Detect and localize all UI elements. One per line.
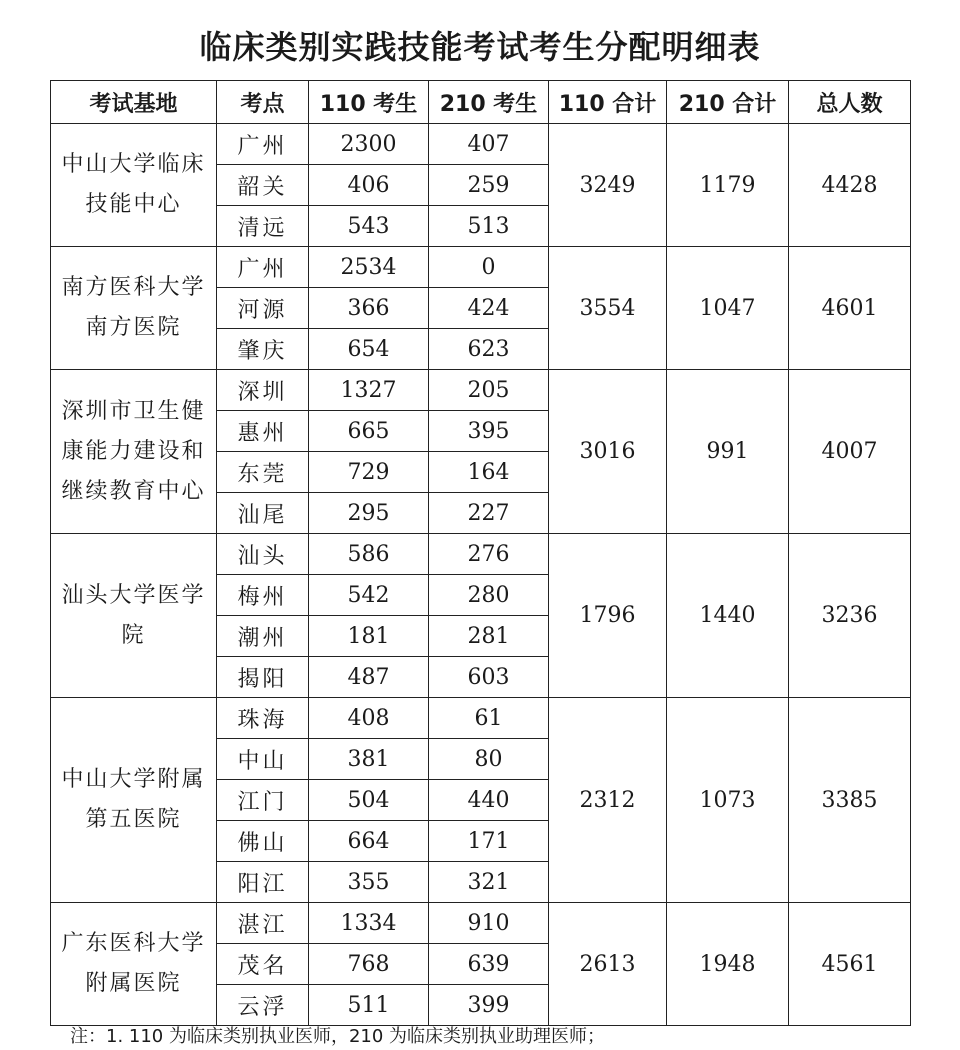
header-210: 210 考生 <box>429 81 549 124</box>
exam-site-cell: 韶关 <box>217 165 309 206</box>
exam-site-cell: 广州 <box>217 247 309 288</box>
header-grand-total: 总人数 <box>789 81 911 124</box>
exam-site-cell: 湛江 <box>217 903 309 944</box>
table-row <box>51 124 911 165</box>
count-110-cell: 654 <box>309 329 429 370</box>
count-110-cell: 295 <box>309 493 429 534</box>
exam-base-cell: 中山大学临床技能中心 <box>51 124 217 247</box>
count-210-cell: 399 <box>429 985 549 1026</box>
header-210-total: 210 合计 <box>667 81 789 124</box>
table-header <box>51 81 911 124</box>
total-110-cell: 3554 <box>549 247 667 370</box>
exam-base-cell: 中山大学附属第五医院 <box>51 698 217 903</box>
count-210-cell: 171 <box>429 821 549 862</box>
header-site: 考点 <box>217 81 309 124</box>
exam-site-cell: 揭阳 <box>217 657 309 698</box>
count-110-cell: 408 <box>309 698 429 739</box>
total-110-cell: 2312 <box>549 698 667 903</box>
count-110-cell: 406 <box>309 165 429 206</box>
count-110-cell: 768 <box>309 944 429 985</box>
grand-total-cell: 4007 <box>789 370 911 534</box>
count-210-cell: 321 <box>429 862 549 903</box>
exam-base-cell: 深圳市卫生健康能力建设和继续教育中心 <box>51 370 217 534</box>
grand-total-cell: 3236 <box>789 534 911 698</box>
exam-site-cell: 梅州 <box>217 575 309 616</box>
exam-site-cell: 清远 <box>217 206 309 247</box>
count-110-cell: 355 <box>309 862 429 903</box>
table-body <box>51 124 911 1026</box>
count-110-cell: 542 <box>309 575 429 616</box>
count-210-cell: 440 <box>429 780 549 821</box>
exam-site-cell: 肇庆 <box>217 329 309 370</box>
count-110-cell: 1327 <box>309 370 429 411</box>
exam-site-cell: 阳江 <box>217 862 309 903</box>
count-210-cell: 80 <box>429 739 549 780</box>
header-110: 110 考生 <box>309 81 429 124</box>
exam-base-cell: 广东医科大学附属医院 <box>51 903 217 1026</box>
count-110-cell: 504 <box>309 780 429 821</box>
count-110-cell: 366 <box>309 288 429 329</box>
total-110-cell: 1796 <box>549 534 667 698</box>
total-210-cell: 991 <box>667 370 789 534</box>
exam-site-cell: 广州 <box>217 124 309 165</box>
count-110-cell: 664 <box>309 821 429 862</box>
count-110-cell: 729 <box>309 452 429 493</box>
total-110-cell: 2613 <box>549 903 667 1026</box>
count-210-cell: 513 <box>429 206 549 247</box>
exam-site-cell: 珠海 <box>217 698 309 739</box>
total-210-cell: 1073 <box>667 698 789 903</box>
exam-site-cell: 潮州 <box>217 616 309 657</box>
page-title: 临床类别实践技能考试考生分配明细表 <box>199 28 761 66</box>
exam-site-cell: 惠州 <box>217 411 309 452</box>
count-110-cell: 665 <box>309 411 429 452</box>
exam-site-cell: 佛山 <box>217 821 309 862</box>
count-210-cell: 205 <box>429 370 549 411</box>
count-210-cell: 164 <box>429 452 549 493</box>
count-210-cell: 603 <box>429 657 549 698</box>
total-210-cell: 1179 <box>667 124 789 247</box>
table-row <box>51 370 911 411</box>
exam-site-cell: 云浮 <box>217 985 309 1026</box>
grand-total-cell: 4601 <box>789 247 911 370</box>
count-110-cell: 2300 <box>309 124 429 165</box>
grand-total-cell: 4561 <box>789 903 911 1026</box>
count-210-cell: 281 <box>429 616 549 657</box>
header-base: 考试基地 <box>51 81 217 124</box>
grand-total-cell: 3385 <box>789 698 911 903</box>
count-210-cell: 407 <box>429 124 549 165</box>
total-210-cell: 1948 <box>667 903 789 1026</box>
total-110-cell: 3016 <box>549 370 667 534</box>
table-row <box>51 698 911 739</box>
exam-site-cell: 茂名 <box>217 944 309 985</box>
count-210-cell: 395 <box>429 411 549 452</box>
total-110-cell: 3249 <box>549 124 667 247</box>
count-210-cell: 0 <box>429 247 549 288</box>
header-row <box>51 81 911 124</box>
count-210-cell: 424 <box>429 288 549 329</box>
count-110-cell: 487 <box>309 657 429 698</box>
total-210-cell: 1440 <box>667 534 789 698</box>
exam-site-cell: 深圳 <box>217 370 309 411</box>
count-110-cell: 1334 <box>309 903 429 944</box>
count-110-cell: 511 <box>309 985 429 1026</box>
count-210-cell: 259 <box>429 165 549 206</box>
exam-site-cell: 中山 <box>217 739 309 780</box>
exam-site-cell: 东莞 <box>217 452 309 493</box>
count-110-cell: 543 <box>309 206 429 247</box>
count-210-cell: 623 <box>429 329 549 370</box>
exam-site-cell: 汕尾 <box>217 493 309 534</box>
total-210-cell: 1047 <box>667 247 789 370</box>
table-row <box>51 247 911 288</box>
exam-site-cell: 汕头 <box>217 534 309 575</box>
count-210-cell: 227 <box>429 493 549 534</box>
count-110-cell: 381 <box>309 739 429 780</box>
footnote: 注：1. 110 为临床类别执业医师，210 为临床类别执业助理医师； <box>70 1026 606 1047</box>
allocation-table <box>50 80 911 1026</box>
count-110-cell: 2534 <box>309 247 429 288</box>
header-110-total: 110 合计 <box>549 81 667 124</box>
exam-site-cell: 江门 <box>217 780 309 821</box>
exam-site-cell: 河源 <box>217 288 309 329</box>
count-210-cell: 61 <box>429 698 549 739</box>
grand-total-cell: 4428 <box>789 124 911 247</box>
count-210-cell: 639 <box>429 944 549 985</box>
count-210-cell: 276 <box>429 534 549 575</box>
count-210-cell: 910 <box>429 903 549 944</box>
count-110-cell: 586 <box>309 534 429 575</box>
table-row <box>51 534 911 575</box>
exam-base-cell: 汕头大学医学院 <box>51 534 217 698</box>
exam-base-cell: 南方医科大学南方医院 <box>51 247 217 370</box>
count-210-cell: 280 <box>429 575 549 616</box>
table-row <box>51 903 911 944</box>
count-110-cell: 181 <box>309 616 429 657</box>
